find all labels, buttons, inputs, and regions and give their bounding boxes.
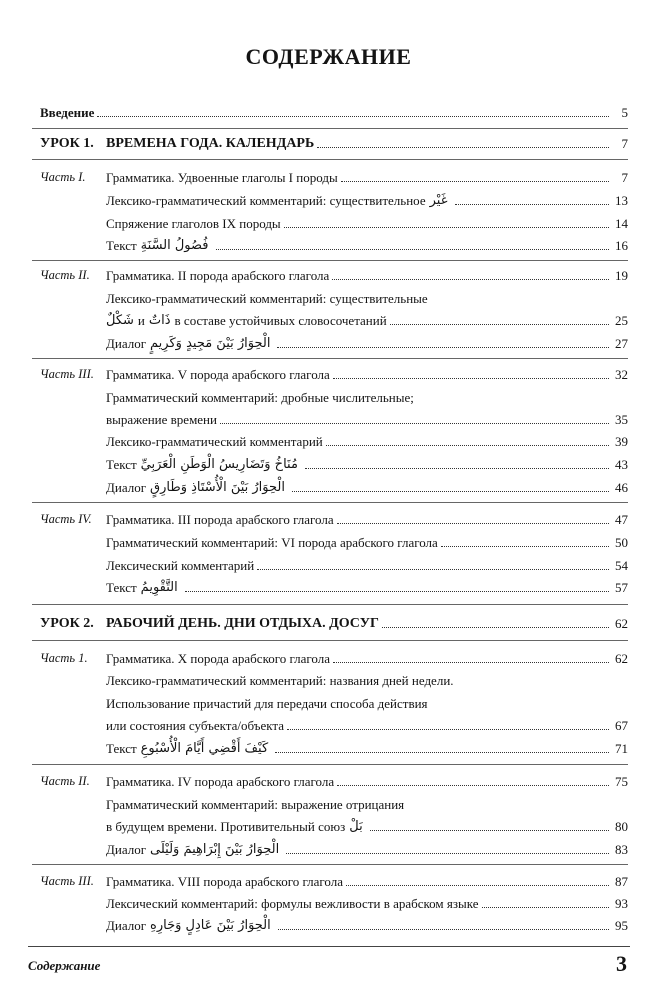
toc-entry-continued	[106, 390, 628, 405]
dot-leader	[326, 444, 609, 446]
dot-leader	[220, 422, 609, 424]
dot-leader	[346, 884, 609, 886]
dot-leader	[441, 545, 609, 547]
dot-leader	[275, 751, 609, 753]
entry-label: Введение	[40, 105, 95, 120]
page-number: 14	[615, 216, 628, 231]
dot-leader	[337, 784, 609, 786]
toc-entry[interactable]	[106, 336, 628, 351]
entry-text: Лексико-грамматический комментарий: названия дней недели.	[106, 673, 454, 688]
entry-text: Диалог	[106, 842, 147, 857]
toc-entry[interactable]	[106, 558, 628, 573]
toc-entry[interactable]	[106, 819, 628, 834]
toc-entry[interactable]	[106, 774, 628, 789]
page-number: 75	[615, 774, 628, 789]
dot-leader	[284, 226, 609, 228]
entry-text: выражение времени	[106, 412, 217, 427]
arabic-term: شَكْلٌ	[106, 313, 134, 328]
entry-text: или состояния субъекта/объекта	[106, 718, 285, 733]
entry-text: Текст	[106, 457, 137, 472]
dot-leader	[341, 180, 609, 182]
page-number: 16	[615, 238, 628, 253]
page-number: 35	[615, 412, 628, 427]
dot-leader	[455, 203, 609, 205]
toc-entry[interactable]	[106, 535, 628, 550]
page-number: 7	[621, 170, 628, 185]
page-number: 57	[615, 580, 628, 595]
toc-entry[interactable]	[106, 896, 628, 911]
page-number: 93	[615, 896, 628, 911]
toc-entry-continued	[106, 797, 628, 812]
dot-leader	[287, 728, 609, 730]
entry-text: Лексико-грамматический комментарий	[106, 434, 323, 449]
page-number: 71	[615, 741, 628, 756]
part-label: Часть II.	[40, 268, 90, 282]
toc-entry[interactable]	[106, 367, 628, 382]
lesson-title: ВРЕМЕНА ГОДА. КАЛЕНДАРЬ	[106, 136, 315, 151]
part-label: Часть III.	[40, 874, 94, 888]
page-number: 47	[615, 512, 628, 527]
section-divider	[32, 128, 628, 129]
section-divider	[32, 764, 628, 765]
entry-text: Лексико-грамматический комментарий: существительное	[106, 193, 426, 208]
part-label: Часть 1.	[40, 651, 88, 665]
toc-entry[interactable]	[106, 434, 628, 449]
entry-text: Грамматика. X порода арабского глагола	[106, 651, 331, 666]
dot-leader	[277, 346, 609, 348]
conjunction: и	[137, 313, 145, 328]
lesson-number: УРОК 1.	[40, 136, 94, 151]
arabic-title: الْحِوَارُ بَيْنَ الْأُسْتَاذِ وَطَارِقٍ	[150, 480, 285, 495]
page-title: СОДЕРЖАНИЕ	[245, 44, 412, 69]
entry-text: Использование причастий для передачи способа действия	[106, 696, 428, 711]
dot-leader	[305, 467, 609, 469]
toc-entry-continued	[106, 291, 628, 306]
arabic-title: الْحِوَارُ بَيْنَ إِبْرَاهِيمَ وَلَيْلَى	[150, 842, 280, 857]
entry-text: Текст	[106, 580, 137, 595]
part-label: Часть IV.	[40, 512, 92, 526]
dot-leader	[382, 626, 609, 628]
page-number: 95	[615, 918, 628, 933]
page-number: 39	[615, 434, 628, 449]
toc-entry[interactable]	[106, 268, 628, 283]
toc-entry-continued	[106, 696, 628, 711]
dot-leader	[337, 522, 609, 524]
page-number: 7	[621, 136, 628, 151]
section-divider	[32, 640, 628, 641]
dot-leader	[185, 590, 609, 592]
dot-leader	[278, 928, 609, 930]
entry-text: Диалог	[106, 918, 147, 933]
toc-entry-intro[interactable]	[40, 105, 628, 120]
page-number: 32	[615, 367, 628, 382]
folio-number: 3	[616, 951, 627, 976]
page-number: 87	[615, 874, 628, 889]
entry-text: Спряжение глаголов IX породы	[106, 216, 281, 231]
toc-entry[interactable]	[106, 216, 628, 231]
page-number: 43	[615, 457, 628, 472]
toc-entry[interactable]	[106, 741, 628, 756]
arabic-title: فُصُولُ السَّنَةِ	[140, 238, 209, 253]
entry-text: Грамматический комментарий: выражение отрицания	[106, 797, 405, 812]
dot-leader	[333, 661, 609, 663]
page-number: 13	[615, 193, 628, 208]
section-divider	[32, 864, 628, 865]
toc-entry[interactable]	[106, 238, 628, 253]
entry-text: в составе устойчивых словосочетаний	[174, 313, 387, 328]
entry-text: Грамматика. Удвоенные глаголы I породы	[106, 170, 338, 185]
toc-entry[interactable]	[106, 842, 628, 857]
section-divider	[32, 358, 628, 359]
entry-text: Диалог	[106, 336, 147, 351]
toc-lesson-1[interactable]	[40, 136, 628, 151]
arabic-term: غَيْر	[429, 193, 448, 208]
toc-entry[interactable]	[106, 651, 628, 666]
dot-leader	[97, 115, 609, 117]
page-number: 46	[615, 480, 628, 495]
toc-entry[interactable]	[106, 580, 628, 595]
dot-leader	[257, 568, 609, 570]
entry-text: Лексико-грамматический комментарий: существительные	[106, 291, 428, 306]
page-number: 62	[615, 651, 628, 666]
toc-entry[interactable]	[106, 512, 628, 527]
part-label: Часть II.	[40, 774, 90, 788]
dot-leader	[333, 377, 609, 379]
entry-text: Текст	[106, 741, 137, 756]
entry-text: Грамматика. III порода арабского глагола	[106, 512, 334, 527]
entry-text: Грамматика. II порода арабского глагола	[106, 268, 330, 283]
page-number: 27	[615, 336, 628, 351]
dot-leader	[332, 278, 609, 280]
arabic-title: التَّقْوِيمُ	[140, 580, 178, 595]
dot-leader	[286, 852, 609, 854]
entry-text: Лексический комментарий: формулы вежливости в арабском языке	[106, 896, 479, 911]
toc-entry[interactable]	[106, 874, 628, 889]
page-number: 80	[615, 819, 628, 834]
section-divider	[32, 260, 628, 261]
toc-lesson-2[interactable]	[40, 616, 628, 631]
arabic-title: مُنَاخُ وَتَضَارِيسُ الْوَطَنِ الْعَرَبِيِّ	[140, 457, 298, 472]
toc-entry[interactable]	[106, 170, 628, 185]
page-number: 54	[615, 558, 628, 573]
toc-entry[interactable]	[106, 457, 628, 472]
entry-text: Текст	[106, 238, 137, 253]
entry-text: Грамматический комментарий: дробные числительные;	[106, 390, 414, 405]
entry-text: в будущем времени. Противительный союз	[106, 819, 346, 834]
arabic-title: الْحِوَارُ بَيْنَ مَجِيدٍ وَكَرِيمٍ	[150, 336, 271, 351]
dot-leader	[216, 248, 609, 250]
dot-leader	[482, 906, 609, 908]
toc-entry[interactable]	[106, 412, 628, 427]
running-footer: Содержание	[28, 958, 101, 973]
part-label: Часть III.	[40, 367, 94, 381]
toc-entry[interactable]	[106, 480, 628, 495]
section-divider	[32, 159, 628, 160]
section-divider	[32, 502, 628, 503]
toc-entry[interactable]	[106, 918, 628, 933]
entry-text: Грамматика. VIII порода арабского глагола	[106, 874, 343, 889]
lesson-number: УРОК 2.	[40, 616, 94, 631]
entry-text: Грамматический комментарий: VI порода арабского глагола	[106, 535, 438, 550]
entry-text: Грамматика. V порода арабского глагола	[106, 367, 330, 382]
toc-entry[interactable]	[106, 313, 628, 328]
entry-text: Грамматика. IV порода арабского глагола	[106, 774, 335, 789]
page-number: 5	[621, 105, 628, 120]
arabic-term: بَلْ	[349, 819, 363, 834]
page-number: 25	[615, 313, 628, 328]
toc-entry[interactable]	[106, 718, 628, 733]
dot-leader	[370, 829, 609, 831]
section-divider	[32, 604, 628, 605]
page-number: 67	[615, 718, 628, 733]
dot-leader	[317, 146, 609, 148]
toc-entry-continued	[106, 673, 628, 688]
entry-text: Лексический комментарий	[106, 558, 255, 573]
arabic-title: كَيْفَ أَقْضِي أَيَّامَ الْأُسْبُوعِ	[140, 741, 269, 756]
arabic-title: الْحِوَارُ بَيْنَ عَادِلٍ وَجَارِهِ	[150, 918, 271, 933]
lesson-title: РАБОЧИЙ ДЕНЬ. ДНИ ОТДЫХА. ДОСУГ	[106, 616, 379, 631]
arabic-term: ذَاتٌ	[148, 313, 171, 328]
page-number: 19	[615, 268, 628, 283]
page-number: 50	[615, 535, 628, 550]
page-number: 62	[615, 616, 628, 631]
page-number: 83	[615, 842, 628, 857]
dot-leader	[390, 323, 609, 325]
toc-entry[interactable]	[106, 193, 628, 208]
dot-leader	[292, 490, 609, 492]
footer-rule	[28, 946, 630, 947]
entry-text: Диалог	[106, 480, 147, 495]
part-label: Часть I.	[40, 170, 86, 184]
